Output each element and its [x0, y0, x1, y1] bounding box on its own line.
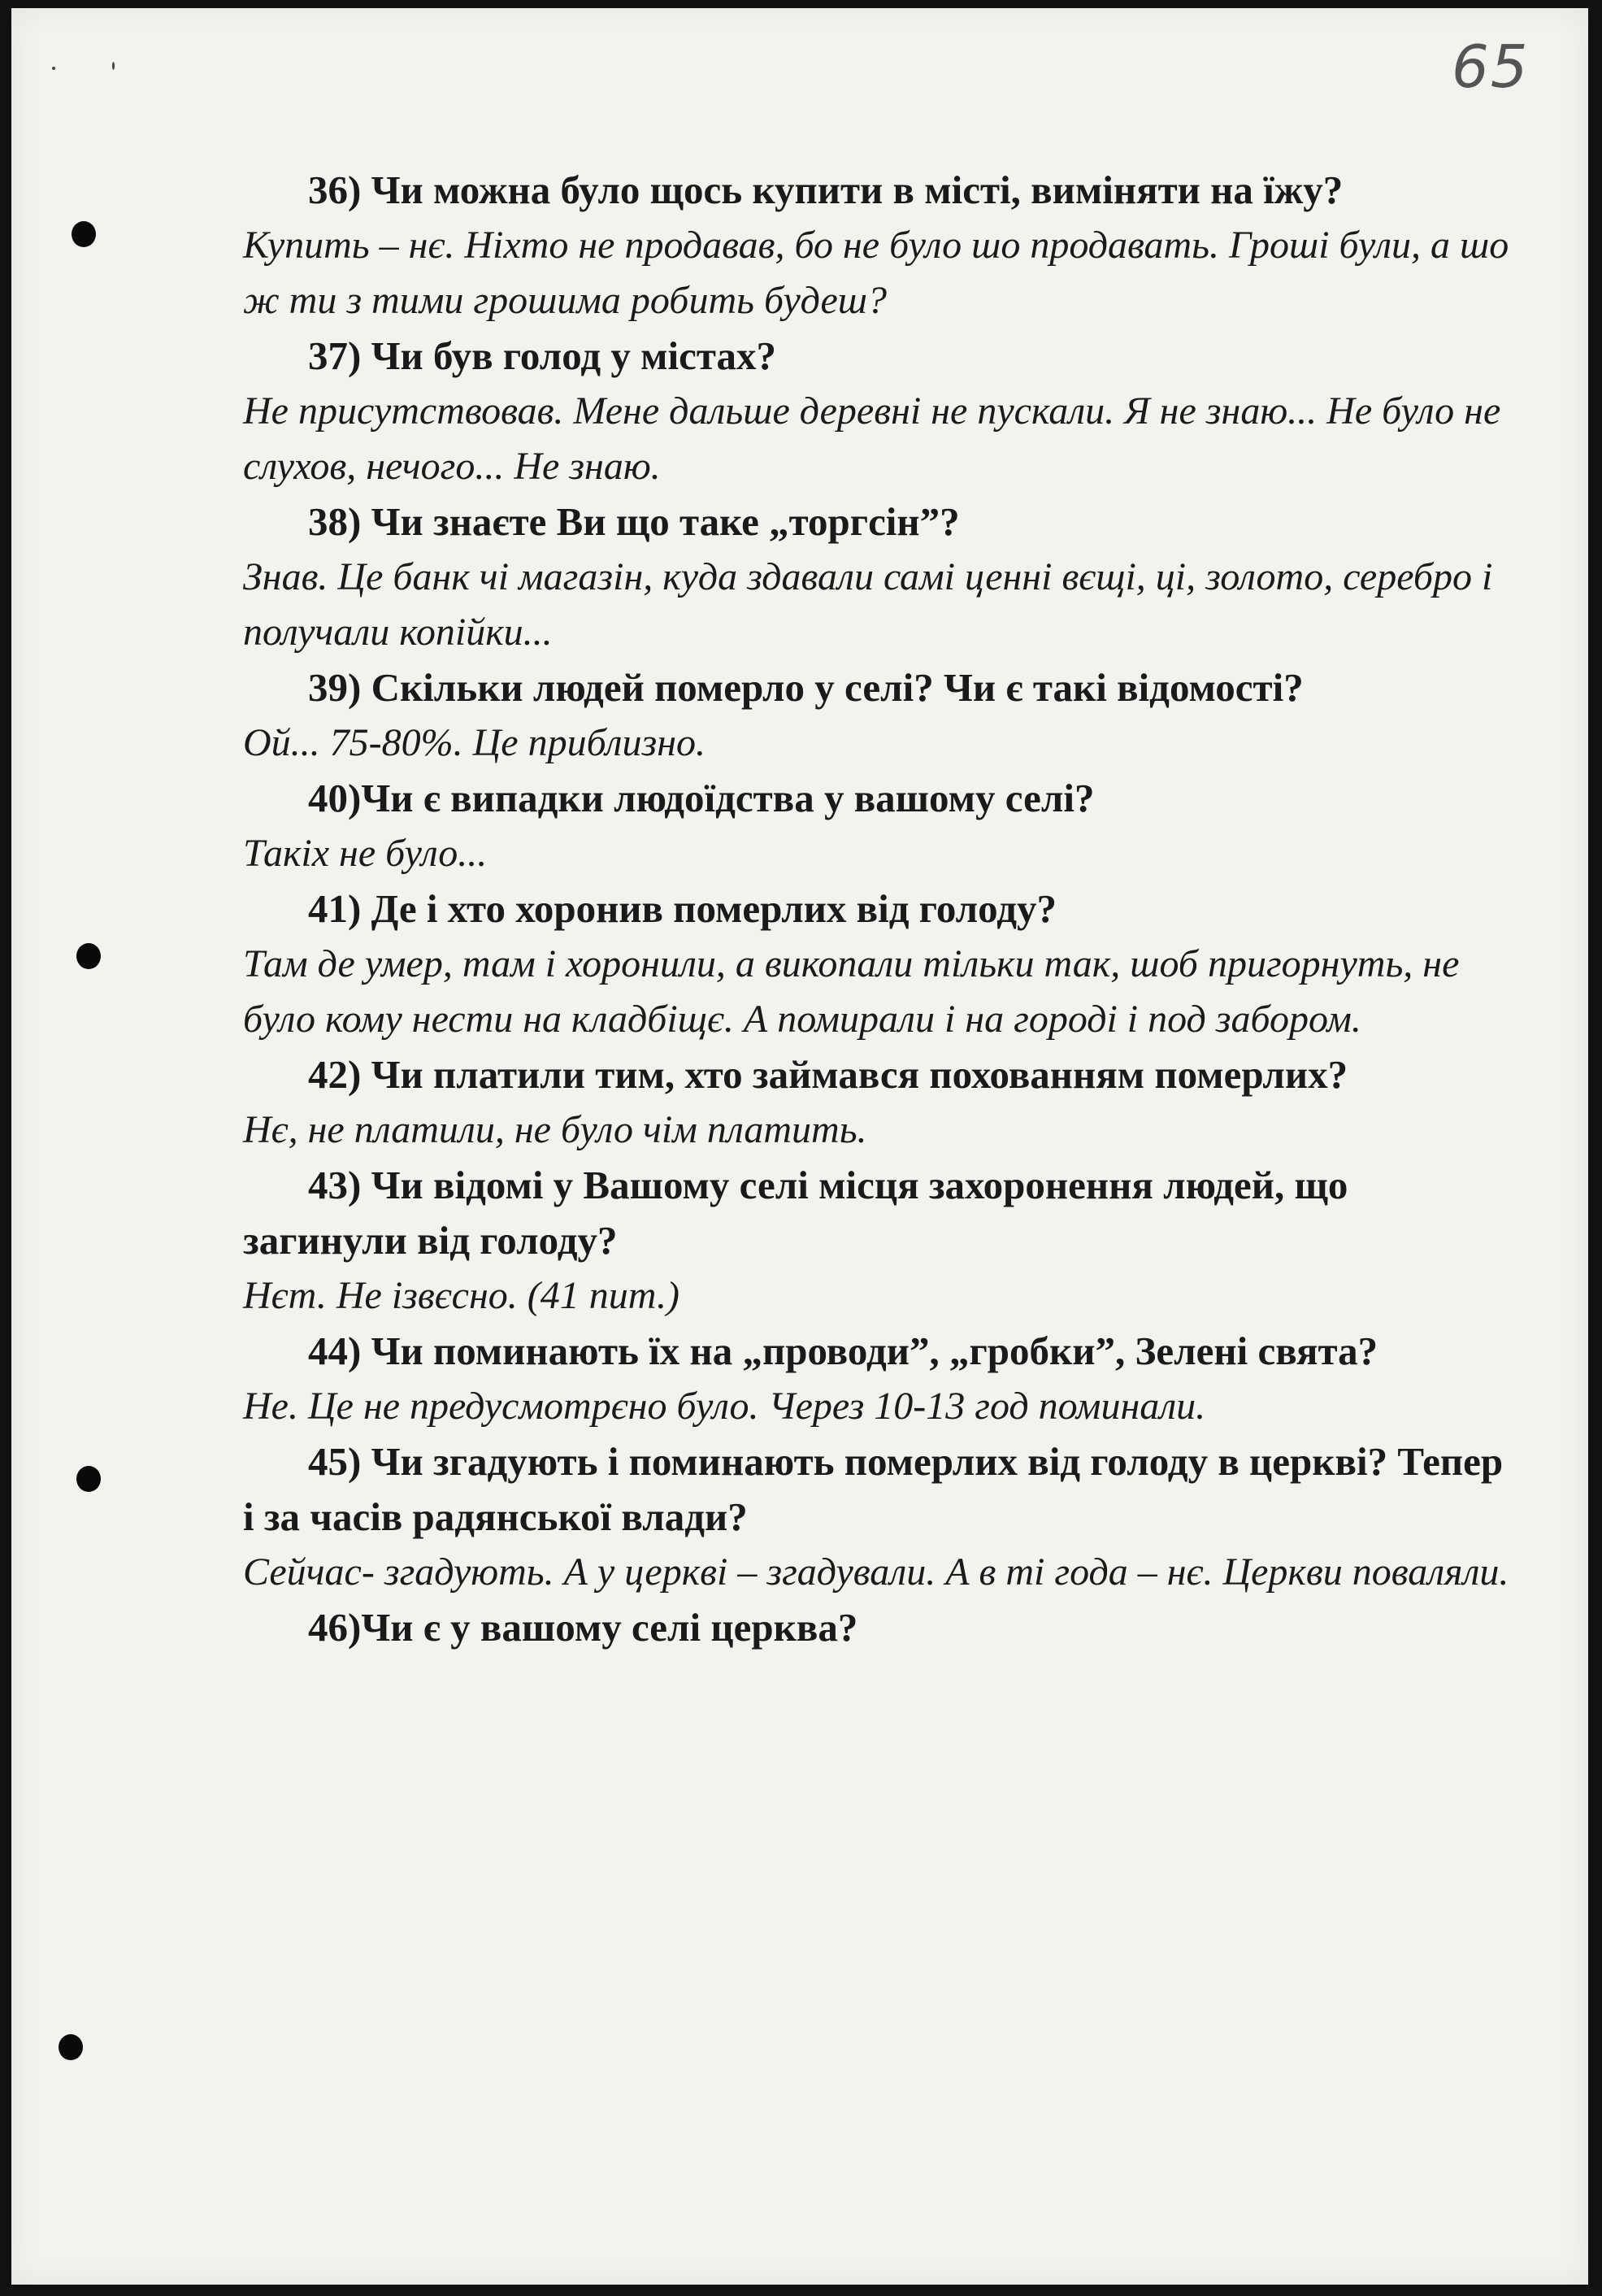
question: 46)Чи є у вашому селі церква? [308, 1605, 858, 1650]
qa-entry [243, 494, 1511, 660]
question: 45) Чи згадують і поминають померлих від голоду в церкві? Тепер і за часів радянської влади? [243, 1439, 1504, 1539]
punch-hole [76, 943, 101, 969]
question: 43) Чи відомі у Вашому селі місця захоронення людей, що загинули від голоду? [243, 1163, 1348, 1263]
qa-entry [243, 881, 1511, 1047]
qa-entry [243, 1600, 1511, 1655]
qa-entry [243, 1047, 1511, 1158]
punch-hole [76, 1466, 101, 1492]
qa-entry [243, 771, 1511, 881]
page-number: 65 [1452, 33, 1530, 101]
answer: Нє, не платили, не було чім платить. [243, 1108, 867, 1151]
qa-entry [243, 163, 1511, 328]
qa-entry [243, 1324, 1511, 1434]
question: 36) Чи можна було щось купити в місті, виміняти на їжу? [308, 167, 1344, 212]
scan-speck [112, 62, 115, 70]
punch-hole [72, 221, 96, 247]
answer: Нєт. Не ізвєсно. (41 пит.) [243, 1274, 679, 1317]
answer: Такіх не було... [243, 832, 488, 875]
question: 38) Чи знаєте Ви що таке „торгсін”? [308, 499, 960, 544]
question: 41) Де і хто хоронив померлих від голоду? [308, 886, 1057, 931]
answer: Сейчас- згадують. А у церкві – згадували. А в ті года – нє. Церкви поваляли. [243, 1550, 1509, 1594]
answer: Там де умер, там і хоронили, а викопали тільки так, шоб пригорнуть, не було кому нести на кладбіщє. А помирали і на городі і под забором. [243, 942, 1460, 1041]
document-page [11, 8, 1588, 2285]
answer: Ой... 75-80%. Це приблизно. [243, 721, 706, 764]
answer: Купить – нє. Ніхто не продавав, бо не було шо продавать. Гроші були, а шо ж ти з тими грошима робить будеш? [243, 224, 1509, 322]
question: 39) Скільки людей померло у селі? Чи є такі відомості? [308, 665, 1304, 710]
qa-entry [243, 660, 1511, 771]
question: 44) Чи поминають їх на „проводи”, „гробки”, Зелені свята? [308, 1328, 1378, 1373]
questionnaire-content [243, 163, 1511, 1655]
answer: Не. Це не предусмотрєно було. Через 10-13 год поминали. [243, 1385, 1206, 1428]
scan-speck [52, 67, 55, 70]
question: 37) Чи був голод у містах? [308, 333, 777, 378]
qa-entry [243, 328, 1511, 494]
punch-hole [59, 2034, 83, 2060]
answer: Знав. Це банк чі магазін, куда здавали самі ценні вєщі, ці, золото, серебро і получали копійки... [243, 555, 1493, 654]
question: 40)Чи є випадки людоїдства у вашому селі? [308, 776, 1095, 820]
answer: Не присутствовав. Мене дальше деревні не пускали. Я не знаю... Не було не слухов, нечого... Не знаю. [243, 389, 1501, 488]
qa-entry [243, 1434, 1511, 1600]
qa-entry [243, 1158, 1511, 1324]
question: 42) Чи платили тим, хто займався похованням померлих? [308, 1052, 1348, 1097]
